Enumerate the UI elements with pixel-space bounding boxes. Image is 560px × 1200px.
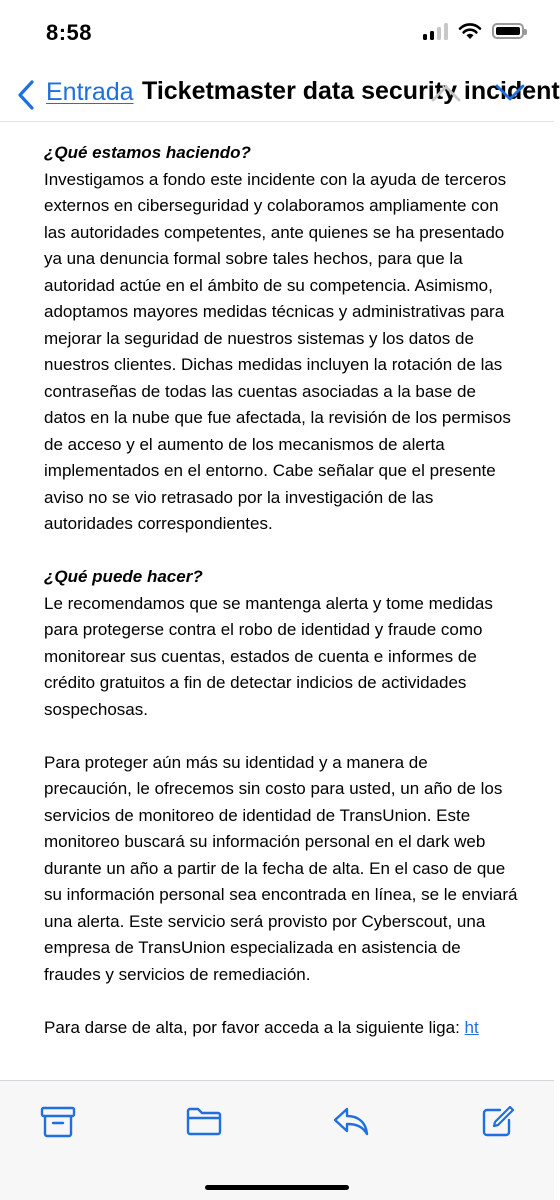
compose-icon[interactable] (480, 1105, 516, 1139)
back-chevron-icon[interactable] (16, 79, 36, 111)
battery-icon (492, 23, 524, 39)
home-indicator (205, 1185, 349, 1190)
back-to-inbox-link[interactable]: Entrada (46, 78, 134, 106)
folder-icon[interactable] (185, 1105, 223, 1137)
section-heading-what-we-are-doing: ¿Qué estamos haciendo? (44, 143, 251, 162)
body-paragraph: Para proteger aún más su identidad y a manera de precaución, le ofrecemos sin costo para usted, un año de los servicios de monitoreo de identidad de TransUnion. Este monitoreo buscará su información personal en el dark web durante un año a partir de la fecha de alta. En el caso de que su información personal sea encontrada en línea, se le enviará una alerta. Este servicio será provisto por Cyberscout, una empresa de TransUnion especializada en asistencia de fraudes y servicios de remediación. (44, 752, 518, 984)
reply-arrow-icon[interactable] (332, 1105, 370, 1137)
mail-nav-bar (0, 68, 560, 122)
next-message-chevron-down-icon[interactable] (494, 82, 526, 104)
mail-toolbar (0, 1080, 554, 1200)
body-paragraph: Le recomendamos que se mantenga alerta y tome medidas para protegerse contra el robo de identidad y fraude como monitorear sus cuentas, estados de cuenta e informes de crédito gratuitos a fin de detectar indicios de actividades sospechosas. (44, 593, 493, 719)
status-icons (423, 22, 524, 40)
cellular-signal-icon (423, 22, 448, 40)
status-time: 8:58 (46, 20, 93, 45)
status-bar (0, 0, 554, 68)
email-body (44, 140, 520, 1041)
wifi-icon (458, 22, 482, 40)
section-heading-what-you-can-do: ¿Qué puede hacer? (44, 567, 203, 586)
body-paragraph: Investigamos a fondo este incidente con la ayuda de terceros externos en ciberseguridad y colaboramos ampliamente con las autoridades competentes, ante quienes se ha presentado ya una denuncia formal sobre tales hechos, para que la autoridad actúe en el ámbito de su competencia. Asimismo, adoptamos mayores medidas técnicas y administrativas para mejorar la seguridad de nuestros sistemas y los datos de nuestros clientes. Dichas medidas incluyen la rotación de las contraseñas de todas las cuentas asociadas a la base de datos en la nube que fue afectada, la revisión de los permisos de acceso y el aumento de los mecanismos de alerta implementados en el entorno. Cabe señalar que el presente aviso no se vio retrasado por la investigación de las autoridades correspondientes. (44, 169, 511, 533)
previous-message-chevron-up-icon[interactable] (430, 82, 462, 104)
enrollment-text: Para darse de alta, por favor acceda a la siguiente liga: (44, 1017, 465, 1037)
email-subject-title: Ticketmaster data security incident (142, 77, 560, 105)
enrollment-link[interactable]: ht (464, 1017, 479, 1037)
archive-box-icon[interactable] (40, 1105, 76, 1139)
body-paragraph (44, 1015, 520, 1042)
